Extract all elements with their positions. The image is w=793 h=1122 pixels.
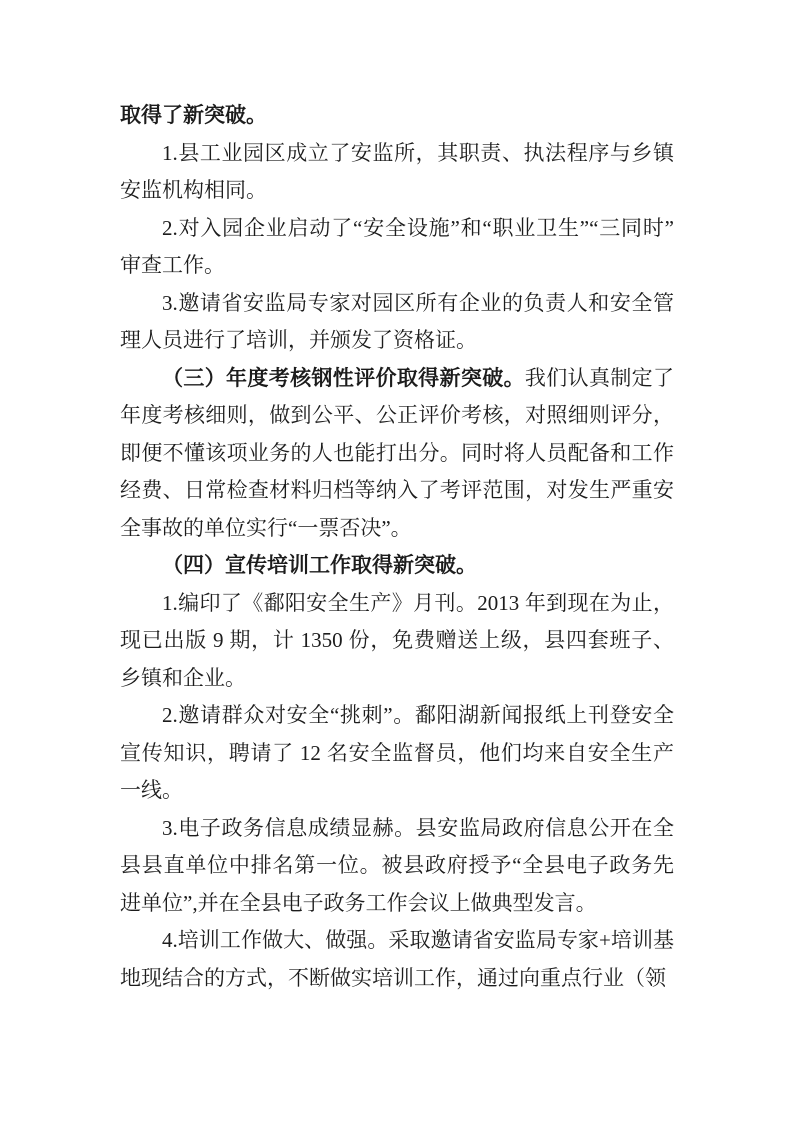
paragraph [120, 922, 674, 997]
paragraph [120, 810, 674, 923]
paragraph [120, 97, 674, 135]
text-segment: 2.对入园企业启动了“安全设施”和“职业卫生”“三同时”审查工作。 [120, 215, 674, 277]
text-segment: 1.编印了《鄱阳安全生产》月刊。2013 年到现在为止，现已出版 9 期，计 1350 份，免费赠送上级，县四套班子、乡镇和企业。 [120, 590, 674, 690]
text-segment: 2.邀请群众对安全“挑刺”。鄱阳湖新闻报纸上刊登安全宣传知识，聘请了 12 名安全监督员，他们均来自安全生产一线。 [120, 703, 674, 802]
paragraph [120, 547, 674, 585]
paragraph [120, 135, 674, 210]
document-body [120, 97, 674, 997]
heading-segment: （三）年度考核钢性评价取得新突破。 [162, 365, 525, 390]
text-segment: 我们认真制定了年度考核细则，做到公平、公正评价考核，对照细则评分，即便不懂该项业务的人也能打出分。同时将人员配备和工作经费、日常检查材料归档等纳入了考评范围，对发生严重安全事故的单位实行“一票否决”。 [120, 365, 675, 540]
paragraph [120, 360, 674, 548]
text-segment: 3.邀请省安监局专家对园区所有企业的负责人和安全管理人员进行了培训，并颁发了资格证。 [120, 290, 674, 352]
text-segment: 4.培训工作做大、做强。采取邀请省安监局专家+培训基地现结合的方式，不断做实培训工作，通过向重点行业（领 [120, 928, 674, 990]
heading-segment: 取得了新突破。 [120, 103, 267, 127]
heading-segment: （四）宣传培训工作取得新突破。 [162, 553, 477, 577]
paragraph [120, 585, 674, 698]
paragraph [120, 210, 674, 285]
paragraph [120, 697, 674, 810]
text-segment: 3.电子政务信息成绩显赫。县安监局政府信息公开在全县县直单位中排名第一位。被县政府授予“全县电子政务先进单位”,并在全县电子政务工作会议上做典型发言。 [120, 815, 674, 915]
paragraph [120, 285, 674, 360]
text-segment: 1.县工业园区成立了安监所，其职责、执法程序与乡镇安监机构相同。 [120, 140, 674, 202]
